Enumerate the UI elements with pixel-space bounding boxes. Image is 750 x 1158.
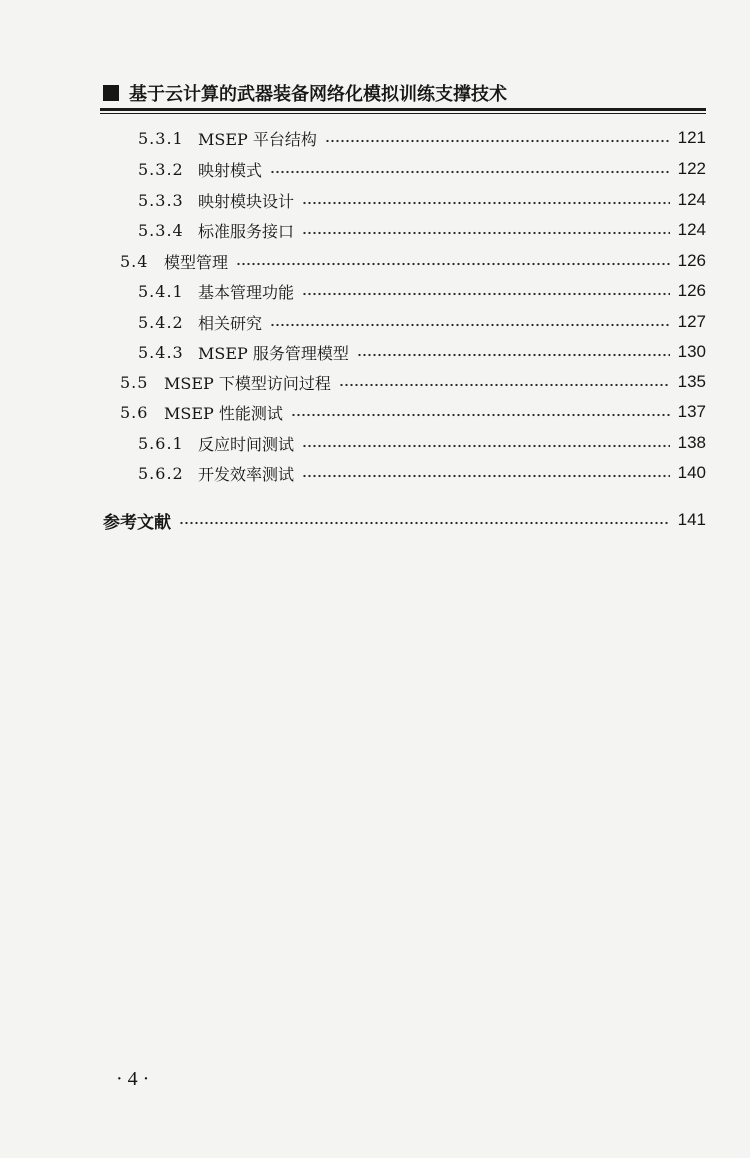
running-header (103, 80, 507, 106)
toc-entry-5-4[interactable] (120, 248, 706, 274)
toc-entry-5-3-4[interactable] (138, 217, 706, 243)
toc-dot-leader (302, 231, 670, 235)
toc-section-title: 模型管理 (164, 252, 229, 272)
page-number: · 4 · (116, 1068, 150, 1090)
toc-section-title: 参考文献 (103, 512, 171, 533)
toc-dot-leader (270, 323, 670, 327)
toc-section-number: 5.6.2 (138, 463, 184, 483)
toc-section-number: 5.5 (120, 372, 149, 392)
toc-dot-leader (339, 383, 670, 387)
toc-section-title: 开发效率测试 (198, 464, 295, 484)
toc-section-title: MSEP 下模型访问过程 (164, 373, 331, 393)
toc-section-title: 相关研究 (198, 313, 263, 333)
toc-dot-leader (302, 292, 670, 296)
toc-page-number: 135 (677, 372, 706, 391)
toc-dot-leader (302, 201, 670, 205)
toc-page-number: 140 (677, 463, 706, 482)
toc-section-title: 映射模式 (198, 160, 263, 180)
toc-section-title: MSEP 服务管理模型 (198, 343, 349, 363)
toc-entry-5-4-1[interactable] (138, 278, 706, 304)
header-rule-thin (100, 113, 706, 114)
toc-entry-5-6[interactable] (120, 399, 706, 425)
toc-section-title: 基本管理功能 (198, 282, 295, 302)
toc-section-number: 5.3.2 (138, 159, 184, 179)
toc-section-number: 5.4.1 (138, 281, 184, 301)
toc-entry-5-3-2[interactable] (138, 156, 706, 182)
toc-dot-leader (270, 170, 670, 174)
toc-entry-5-4-2[interactable] (138, 309, 706, 335)
toc-section-title: MSEP 性能测试 (164, 403, 283, 423)
toc-entry-5-6-1[interactable] (138, 430, 706, 456)
toc-page-number: 141 (677, 510, 706, 529)
toc-page-number: 137 (677, 402, 706, 421)
toc-page-number: 121 (677, 128, 706, 147)
toc-page-number: 124 (677, 220, 706, 239)
toc-section-number: 5.4.3 (138, 342, 184, 362)
toc-page-number: 126 (677, 281, 706, 300)
toc-entry-5-5[interactable] (120, 369, 706, 395)
toc-section-title: 映射模块设计 (198, 191, 295, 211)
toc-entry-5-6-2[interactable] (138, 460, 706, 486)
toc-section-title: 标准服务接口 (198, 221, 295, 241)
toc-dot-leader (302, 474, 670, 478)
toc-section-number: 5.3.4 (138, 220, 184, 240)
toc-entry-5-3-3[interactable] (138, 187, 706, 213)
toc-dot-leader (302, 444, 670, 448)
toc-page-number: 126 (677, 251, 706, 270)
toc-dot-leader (291, 413, 670, 417)
toc-dot-leader (236, 262, 670, 266)
toc-section-number: 5.4.2 (138, 312, 184, 332)
toc-section-number: 5.3.3 (138, 190, 184, 210)
toc-section-title: MSEP 平台结构 (198, 129, 317, 149)
toc-section-number: 5.4 (120, 251, 149, 271)
toc-dot-leader (325, 139, 670, 143)
header-rule-thick (100, 108, 706, 111)
toc-entry-5-3-1[interactable] (138, 125, 706, 151)
toc-page-number: 124 (677, 190, 706, 209)
toc-entry-5-4-3[interactable] (138, 339, 706, 365)
header-square-bullet (103, 85, 119, 101)
toc-section-title: 反应时间测试 (198, 434, 295, 454)
book-title: 基于云计算的武器装备网络化模拟训练支撑技术 (129, 84, 507, 105)
toc-section-number: 5.6.1 (138, 433, 184, 453)
toc-page-number: 130 (677, 342, 706, 361)
toc-dot-leader (357, 353, 670, 357)
toc-page-number: 138 (677, 433, 706, 452)
toc-section-number: 5.6 (120, 402, 149, 422)
toc-page-number: 127 (677, 312, 706, 331)
toc-entry-references[interactable] (103, 507, 706, 533)
toc-page-number: 122 (677, 159, 706, 178)
toc-dot-leader (179, 521, 670, 525)
toc-section-number: 5.3.1 (138, 128, 184, 148)
